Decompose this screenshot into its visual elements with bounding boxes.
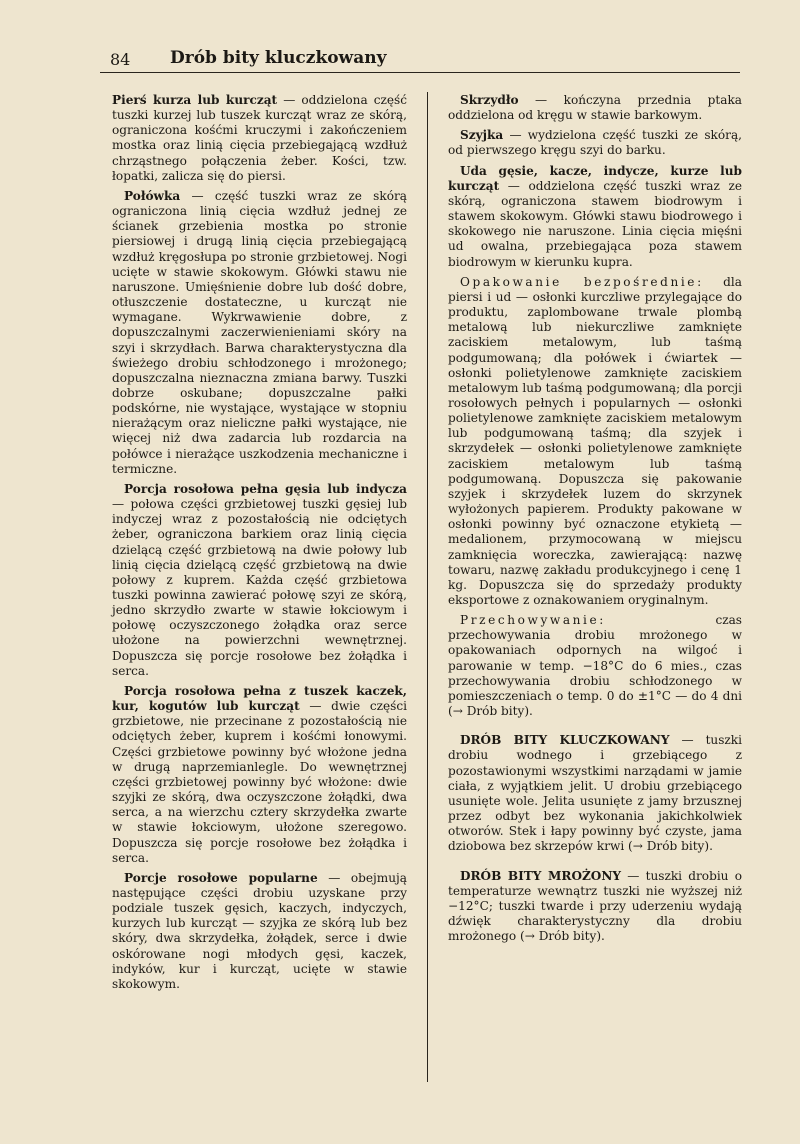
entry-szyjka [448, 128, 742, 158]
section-text: dla piersi i ud — osłonki kurczliwe przylegające do produktu, zaplombowane trwale plombą metalową lub niekurczliwe zamknięte zaciskiem metalowym, lub taśmą podgumowaną; dla połówek i ćwiartek — osłonki polietylenowe zamknięte zaciskiem metalowym lub taśmą podgumowaną; dla porcji rosołowych pełnych i popularnych — osłonki polietylenowe zamknięte zaciskiem metalowym lub podgumowaną taśmą; dla szyjek i skrzydełek — osłonki polietylenowe zamknięte zaciskiem metalowym lub taśmą podgumowaną. Dopuszcza się pakowanie szyjek i skrzydełek luzem do skrzynek wyłożonych papierem. Produkty pakowane w osłonki powinny być oznaczone etykietą — medalionem, przymocowaną w miejscu zamknięcia woreczka, zawierającą: nazwę towaru, nazwę zakładu produkcyjnego i cenę 1 kg. Dopuszcza się do sprzedaży produkty eksportowe z oznakowaniem oryginalnym. [448, 274, 742, 607]
entry-uda [448, 164, 742, 270]
page-header [100, 44, 740, 73]
page-number: 84 [110, 50, 131, 69]
entry-term: DRÓB BITY MROŻONY [460, 868, 622, 883]
entry-text: — dwie części grzbietowe, nie przecinane z pozostałością nie odciętych żeber, kuprem i kośćmi łonowymi. Części grzbietowe powinny być włożone jedna w drugą naprzemianlegle. Do wewnętrznej części grzbietowej powinny być włożone: dwie szyjki ze skórą, dwa oczyszczone żołądki, dwa serca, a na wierzchu cztery skrzydełka zwarte w stawie łokciowym, ułożone szeregowo. Dopuszcza się porcje rosołowe bez żołądka i serca. [112, 699, 407, 865]
entry-porcja-kaczek [112, 684, 407, 866]
section-przechowywanie [448, 613, 742, 719]
entry-text: — wydzielona część tuszki ze skórą, od pierwszego kręgu szyi do barku. [448, 128, 742, 158]
entry-piers-kurza [112, 93, 407, 184]
entry-text: — oddzielona część tuszki kurzej lub tuszek kurcząt wraz ze skórą, ograniczona kośćmi kruczymi i zakończeniem mostka oraz linią cięcia przebiegającą wzdłuż chrząstnego połączenia żeber. Kości, tzw. łopatki, zalicza się do piersi. [112, 93, 408, 183]
entry-text: — obejmują następujące części drobiu uzyskane przy podziale tuszek gęsich, kaczych, indyczych, kurzych lub kurcząt — szyjka ze skórą lub bez skóry, dwa skrzydełka, żołądek, serce i dwie oskórowane nogi młodych gęsi, kaczek, indyków, kur i kurcząt, ucięte w stawie skokowym. [112, 870, 407, 991]
entry-text: — oddzielona część tuszki wraz ze skórą, ograniczona stawem biodrowym i stawem skokowym. Główki stawu biodrowego i skokowego nie naruszone. Linia cięcia mięśni ud owalna, przebiegająca poza stawem biodrowym w kierunku kupra. [448, 178, 742, 269]
entry-term: Porcja rosołowa pełna gęsia lub indyczа [124, 481, 407, 496]
right-column [448, 93, 742, 949]
column-divider [427, 92, 428, 1082]
entry-text: — kończyna przednia ptaka oddzielona od kręgu w stawie barkowym. [448, 93, 742, 123]
entry-drob-mrozony [448, 869, 742, 945]
entry-text: — tuszki drobiu wodnego i grzebiącego z pozostawionymi wszystkimi narządami w jamie ciała, z wyjątkiem jelit. U drobiu grzebiącego usunięte wole. Jelita usunięte z jamy brzusznej przez odbyt bez wykonania jakichkolwiek otworów. Stek i łapy powinny być czyste, jama dziobowa bez skrzepów krwi (→ Drób bity). [448, 733, 742, 854]
entry-polowka [112, 189, 407, 477]
section-lead: Przechowywanie: [460, 613, 606, 628]
entry-porcje-popularne [112, 871, 407, 992]
section-lead: Opakowanie bezpośrednie: [460, 274, 704, 289]
entry-term: Skrzydło [460, 93, 519, 107]
entry-term: Połówka [124, 188, 181, 203]
entry-term: Uda gęsie, kacze, indycze, kurze lub kurcząt [448, 163, 742, 193]
left-column [112, 93, 407, 997]
entry-porcja-gesia [112, 482, 407, 679]
entry-text: — część tuszki wraz ze skórą ograniczona linią cięcia wzdłuż jednej ze ścianek grzebienia mostka po stronie piersiowej i drugą linią cięcia przebiegającą wzdłuż kręgosłupa po stronie grzbietowej. Nogi ucięte w stawie skokowym. Główki stawu nie naruszone. Umięśnienie dobre lub dość dobre, otłuszczenie dostateczne, u kurcząt nie wymagane. Wykrwawienie dobre, z dopuszczalnymi zaczerwienieniami skóry na szyi i skrzydłach. Barwa charakterystyczna dla świeżego drobiu schłodzonego i mrożonego; dopuszczalna nieznaczna zmiana barwy. Tuszki dobrze oskubane; dopuszczalne pałki podskórne, nie wystające, wystające w stopniu nierażącym oraz nieliczne pałki wystające, nie więcej niż dwa zadarcia lub rozdarcia na połówce i nierażące uszkodzenia mechaniczne i termiczne. [112, 188, 407, 476]
entry-term: Szyjka [460, 128, 504, 143]
entry-drob-kluczkowany [448, 733, 742, 854]
entry-term: Porcja rosołowa pełna z tuszek kaczek, kur, kogutów lub kurcząt [112, 683, 407, 714]
section-opakowanie [448, 275, 742, 608]
entry-skrzydlo [448, 93, 742, 123]
entry-term: Porcje rosołowe popularne [124, 870, 318, 885]
section-text: czas przechowywania drobiu mrożonego w opakowaniach odpornych na wilgoć i parowanie w temp. −18°C do 6 mies., czas przechowywania drobiu schłodzonego w pomieszczeniach o temp. 0 do ±1°C — do 4 dni (→ Drób bity). [448, 613, 742, 719]
entry-text: — tuszki drobiu o temperaturze wewnątrz tuszki nie wyższej niż −12°C; tuszki twarde i przy uderzeniu wydają dźwięk charakterystyczny dla drobiu mrożonego (→ Drób bity). [448, 868, 742, 944]
entry-term: DRÓB BITY KLUCZKOWANY [460, 733, 670, 748]
entry-term: Pierś kurza lub kurcząt [112, 93, 278, 107]
entry-text: — połowa części grzbietowej tuszki gęsiej lub indyczej wraz z pozostałością nie odciętych żeber, ograniczona barkiem oraz linią cięcia dzielącą część grzbietową na dwie połowy lub linią cięcia dzielącą część grzbietową na dwie połowy z kuprem. Każda część grzbietowa tuszki powinna zawierać połowę szyi ze skórą, jedno skrzydło zwarte w stawie łokciowym i połowę oczyszczonego żołądka oraz serce ułożone na powierzchni wewnętrznej. Dopuszcza się porcje rosołowe bez żołądka i serca. [112, 497, 407, 678]
running-title: Drób bity kluczkowany [170, 48, 387, 68]
